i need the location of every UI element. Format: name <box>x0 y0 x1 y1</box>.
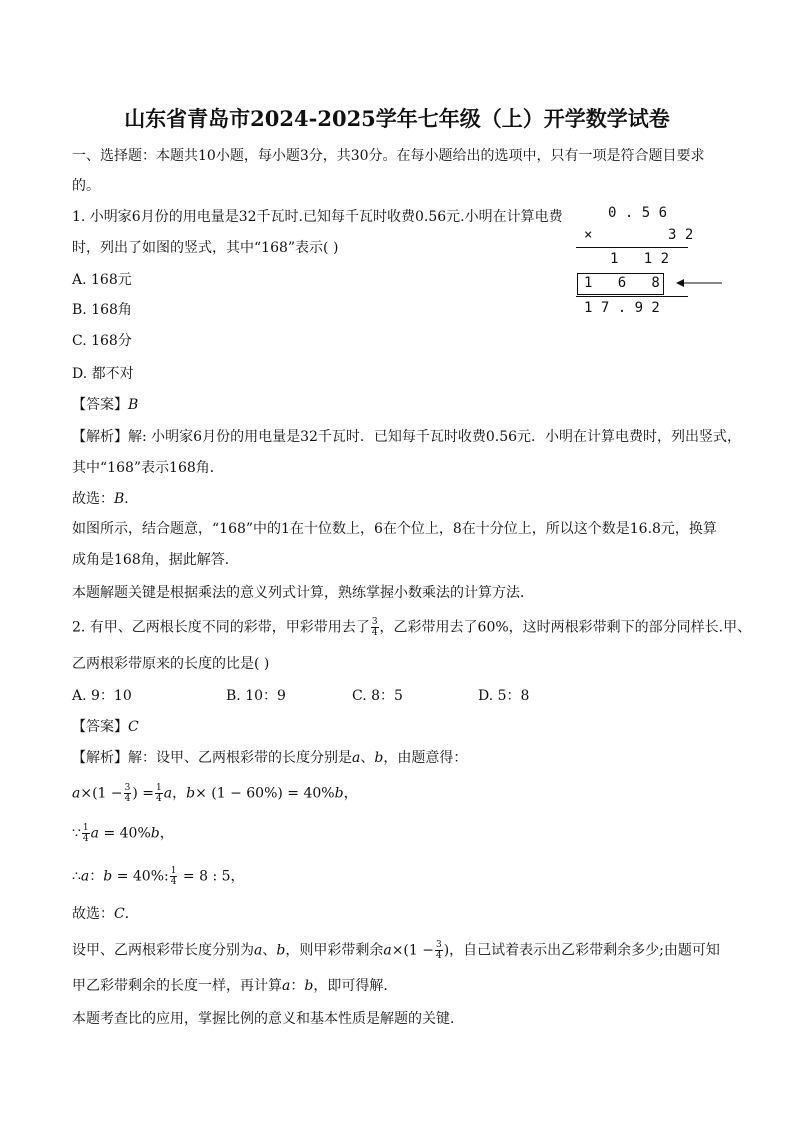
answer-label: 【答案】 <box>72 397 128 413</box>
var-b: b <box>304 978 314 994</box>
frac-num: 3 <box>371 617 378 627</box>
var-b: b <box>103 868 113 885</box>
var-a: a <box>80 868 90 885</box>
q1-stem-line2: 时，列出了如图的竖式，其中“168”表示( ) <box>72 240 339 256</box>
eq3-part-c: = 40%: <box>112 868 169 885</box>
explain-part-a: 设甲、乙两根彩带长度分别为 <box>72 942 254 959</box>
q2-answer <box>72 717 139 737</box>
fraction-one-quarter <box>170 866 178 887</box>
eq3-part-b: ： <box>89 868 104 885</box>
eq1-part-c: ， <box>172 785 187 802</box>
q2-stem-line2: 乙两根彩带原来的长度的比是( ) <box>72 656 270 672</box>
q1-explain-line2: 成角是168角，据此解答． <box>72 552 239 568</box>
fraction-three-quarters <box>371 617 379 638</box>
calc-product: 1 7 . 9 2 <box>584 300 660 316</box>
analysis-label: 【解析】 <box>72 429 128 445</box>
frac-num: 1 <box>82 823 89 833</box>
q2-option-a: A. 9：10 <box>72 688 132 704</box>
q2-stem-part-a: 2. 有甲、乙两根长度不同的彩带，甲彩带用去了 <box>72 619 370 636</box>
var-b: b <box>334 785 344 802</box>
explain-part-b: ： <box>290 978 305 994</box>
fraction-three-quarters <box>435 940 443 961</box>
explain-part-c: ×(1 − <box>391 942 434 959</box>
frac-den: 4 <box>435 951 442 961</box>
var-a: a <box>72 785 81 802</box>
var-b: b <box>150 825 160 842</box>
equation-3 <box>72 866 245 887</box>
q1-answer <box>72 395 138 415</box>
choose-suffix: ． <box>124 906 139 922</box>
choose-prefix: 故选： <box>72 906 114 922</box>
q1-option-d: D. 都不对 <box>72 366 134 382</box>
q2-option-d: D. 5：8 <box>478 688 530 704</box>
q1-option-a: A. 168元 <box>72 272 132 288</box>
eq3-part-d: = 8 : 5， <box>178 868 245 885</box>
var-a: a <box>352 750 361 766</box>
q2-option-b: B. 10：9 <box>226 688 286 704</box>
eq1-part-a: ×(1 − <box>80 785 123 802</box>
q1-choose <box>72 489 138 509</box>
analysis-text-a: 解：设甲、乙两根彩带的长度分别是 <box>128 750 352 766</box>
arrow-left-icon <box>676 276 722 290</box>
q2-analysis-line1 <box>72 748 467 768</box>
calc-rule-2 <box>576 296 688 297</box>
choose-value: C <box>114 906 125 922</box>
calc-times-sign: × <box>584 227 593 243</box>
choose-suffix: ． <box>124 491 139 507</box>
q1-analysis-line2: 其中“168”表示168角． <box>72 460 224 476</box>
frac-num: 3 <box>124 783 131 793</box>
section-header-line2: 的。 <box>72 178 100 194</box>
answer-value: C <box>128 719 139 735</box>
page-title: 山东省青岛市2024-2025学年七年级（上）开学数学试卷 <box>124 106 670 131</box>
vertical-multiplication <box>572 204 722 319</box>
calc-rule-1 <box>576 247 688 248</box>
q1-key-point: 本题解题关键是根据乘法的意义列式计算，熟练掌握小数乘法的计算方法． <box>72 585 534 601</box>
separator: 、 <box>262 942 277 959</box>
explain-part-b: ，则甲彩带剩余 <box>285 942 384 959</box>
frac-num: 1 <box>170 866 177 876</box>
explain-part-c: ，即可得解． <box>313 978 398 994</box>
var-a: a <box>163 785 173 802</box>
explain-part-a: 甲乙彩带剩余的长度一样，再计算 <box>72 978 282 994</box>
eq2-part-b: = 40% <box>99 825 151 842</box>
q1-stem-line1: 1. 小明家6月份的用电量是32千瓦时.已知每千瓦时收费0.56元.小明在计算电费 <box>72 209 563 225</box>
analysis-text-b: ，由题意得： <box>383 750 468 766</box>
var-b: b <box>186 785 196 802</box>
section-header-line1: 一、选择题：本题共10小题，每小题3分，共30分。在每小题给出的选项中，只有一项是符合题目要求 <box>72 148 705 164</box>
var-a: a <box>254 942 263 959</box>
choose-prefix: 故选： <box>72 491 114 507</box>
analysis-text: 解: 小明家6月份的用电量是32千瓦时．已知每千瓦时收费0.56元．小明在计算电费时，列出竖式， <box>128 429 742 445</box>
frac-den: 4 <box>124 794 131 804</box>
calc-multiplicand: 0 . 5 6 <box>608 205 668 221</box>
calc-partial-1: 1 1 2 <box>610 251 670 267</box>
var-a: a <box>90 825 100 842</box>
q2-key-point: 本题考查比的应用，掌握比例的意义和基本性质是解题的关键． <box>72 1011 464 1027</box>
q1-analysis-line1 <box>72 427 741 447</box>
q2-option-c: C. 8：5 <box>352 688 403 704</box>
var-a: a <box>282 978 291 994</box>
q2-stem-line1 <box>72 617 751 638</box>
q2-explain-line2 <box>72 976 397 996</box>
answer-value: B <box>128 397 139 413</box>
fraction-one-quarter <box>155 783 163 804</box>
frac-den: 4 <box>82 834 89 844</box>
var-b: b <box>276 942 286 959</box>
because-symbol: ∵ <box>72 825 81 842</box>
fraction-three-quarters <box>124 783 132 804</box>
var-b: b <box>374 750 384 766</box>
fraction-one-quarter <box>82 823 90 844</box>
q2-explain-line1 <box>72 940 720 961</box>
explain-part-d: )，自己试着表示出乙彩带剩余多少;由题可知 <box>443 942 720 959</box>
choose-value: B <box>114 491 125 507</box>
frac-num: 1 <box>156 783 162 793</box>
q1-option-b: B. 168角 <box>72 302 132 318</box>
calc-multiplier: 3 2 <box>668 227 694 243</box>
q1-explain-line1: 如图所示，结合题意，“168”中的1在十位数上，6在个位上，8在十分位上，所以这个数是16.8元，换算 <box>72 521 717 537</box>
eq1-part-e: ， <box>343 785 358 802</box>
q2-stem-part-b: ，乙彩带用去了60%，这时两根彩带剩下的部分同样长.甲、 <box>379 619 752 636</box>
separator: 、 <box>360 750 375 766</box>
q2-choose <box>72 904 139 924</box>
answer-label: 【答案】 <box>72 719 128 735</box>
q1-option-c: C. 168分 <box>72 333 132 349</box>
frac-num: 3 <box>435 940 442 950</box>
eq2-part-c: ， <box>159 825 174 842</box>
eq1-part-b: ) = <box>132 785 155 802</box>
equation-2 <box>72 823 174 844</box>
calc-partial-2: 1 6 8 <box>584 275 660 291</box>
frac-den: 4 <box>371 628 378 638</box>
equation-1 <box>72 783 358 804</box>
therefore-symbol: ∴ <box>72 868 81 885</box>
frac-den: 4 <box>170 877 177 887</box>
var-a: a <box>383 942 392 959</box>
frac-den: 4 <box>156 794 162 804</box>
eq1-part-d: × (1 − 60%) = 40% <box>195 785 335 802</box>
analysis-label: 【解析】 <box>72 750 128 766</box>
